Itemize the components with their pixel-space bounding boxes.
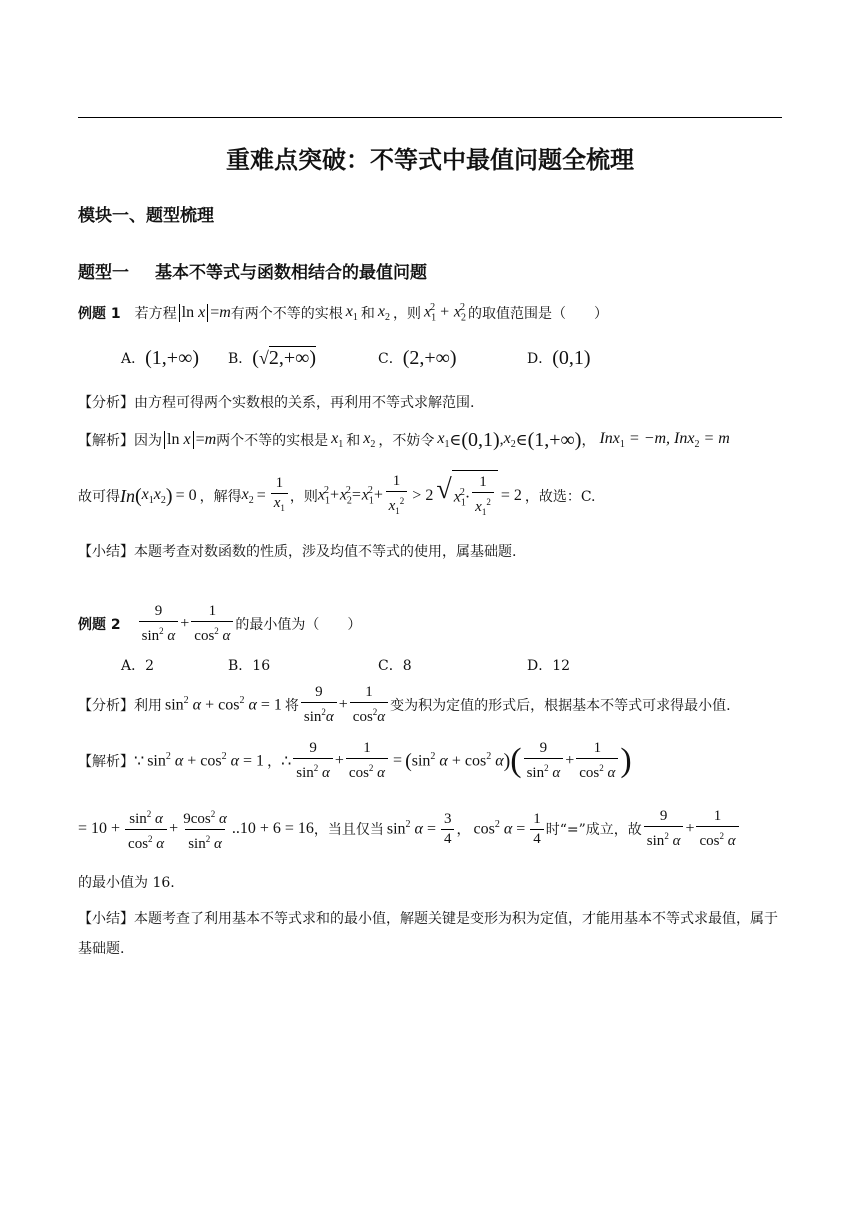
sol-text: 时“=”成立，故 [545,822,642,838]
ex1-q-pre: 若方程 [134,306,177,322]
example2-option-b: B．16 [228,658,271,674]
option-value: (1,+∞) [145,346,199,369]
header-rule [78,117,782,118]
sol-text: 两个不等的实根是 [216,433,329,449]
example2-solution-line2: = 10 + $\frac{\sin^2 \alpha}{\cos^2 \alpha}$ + $\frac{9\cos^2 \alpha}{\sin^2 \alpha}$ ..10 + 6 = 16 ，当且仅当 $\sin^2 \alpha$ = $\frac{3}{4}$ ， $\cos^2 \alpha$ = $\frac{1}{4}$ 时“=”成立，故 $\frac{9}{\sin^2 \alpha}$ + $\frac{1}{\cos^2 \alpha}$ [78,806,741,852]
example1-label: 例题 1 [78,306,121,322]
example1-summary [78,541,516,561]
ex1-q-post: 的取值范围是（ ） [468,306,609,322]
sol-text: 变为积为定值的形式后，根据基本不等式可求得最小值. [390,698,731,714]
option-value: 2,+∞) [268,347,317,369]
sol-text: ，不妨令 [378,433,435,449]
summary-text: 本题考查对数函数的性质，涉及均值不等式的使用，属基础题. [134,544,517,560]
solution-tag: 【解析】 [78,433,134,449]
type-text: 基本不等式与函数相结合的最值问题 [155,263,427,283]
module-heading: 模块一、题型梳理 [78,206,214,226]
analysis-tag: 【分析】 [78,698,134,714]
sol-text: ，当且仅当 [313,822,384,838]
example2-option-c: C．8 [378,658,412,674]
example2-question: 例题 2 $\frac{9}{\sin^2 \alpha}$ + $\frac{1}{\cos^2 \alpha}$ 的最小值为（ ） [78,603,362,644]
option-letter: B． [228,351,253,367]
example1-option-a [121,345,199,371]
example1-option-c [378,345,457,371]
sol-text: 故可得 [78,489,120,505]
example1-option-d [527,345,591,371]
ex1-abs-lnx: ln x [179,304,209,322]
example1-analysis [78,392,474,412]
page-title: 重难点突破：不等式中最值问题全梳理 [226,146,634,174]
ex1-q-mid2: ，则 [393,306,421,322]
summary-tag: 【小结】 [78,911,134,927]
analysis-tag: 【分析】 [78,395,134,411]
sqrt-icon: √ [436,474,452,505]
ex1-q-mid1: 有两个不等的实根 [230,306,343,322]
example2-analysis: 【分析】 利用 $\sin^2 \alpha + \cos^2 \alpha = 1$ 将 $\frac{9}{\sin^2\alpha}$ + $\frac{1}{\cos^2\alpha}$ 变为积为定值的形式后，根据基本不等式可求得最小值. [78,684,731,725]
example2-solution-line1: 【解析】 ∵ $\sin^2 \alpha + \cos^2 \alpha = 1$ ， ∴ $\frac{9}{\sin^2 \alpha}$ + $\frac{1}{\cos^2 \alpha}$ = ( $\sin^2 \alpha + \cos^2 \alpha$ ) ( $\frac{9}{\sin^2 \alpha}$ + $\frac{1}{\cos^2 \alpha}$ ) [78,740,632,781]
option-letter: D． [527,351,553,367]
sol-text: ，故选：C. [524,489,596,505]
example2-label: 例题 2 [78,617,121,633]
type-label: 题型一 [78,263,129,283]
option-value: (2,+∞) [402,346,457,369]
solution-tag: 【解析】 [78,754,134,770]
sol-text: 将 [284,698,299,714]
sol-text: ，解得 [199,489,242,505]
sol-text: ， [456,822,471,838]
sol-text: ， [267,754,282,770]
example2-solution-line3: 的最小值为 16. [78,875,175,891]
sol-text: ，则 [289,489,318,505]
option-letter: A． [121,351,146,367]
summary-tag: 【小结】 [78,544,134,560]
therefore-icon: ∴ [281,753,292,770]
sqrt-icon: √ [258,347,269,368]
summary-text: 本题考查了利用基本不等式求和的最小值，解题关键是变形为积为定值，才能用基本不等式求最值，属于基础题. [78,911,778,957]
ex1-q-and: 和 [360,306,375,322]
type-heading [78,258,427,283]
ex2-q-post: 的最小值为（ ） [235,617,362,633]
because-icon: ∵ [134,753,145,770]
example1-option-b: B． ( √ 2,+∞) [228,346,317,369]
sol-text: 利用 [134,698,162,714]
analysis-text: 由方程可得两个实数根的关系，再利用不等式求解范围. [134,395,475,411]
example2-option-a: A．2 [121,658,155,674]
sol-text: 因为 [134,433,162,449]
option-letter: C． [378,351,403,367]
example2-option-d: D．12 [527,658,571,674]
example1-solution-line1: 【解析】 因为 ln x = m 两个不等的实根是 $x_1$ 和 $x_2$ ，不妨令 $x_1$ ∈ (0,1) , $x_2$ ∈ (1,+∞) ， Inx$_1$ = −m, Inx$_2$ = m [78,428,730,451]
option-value: (0,1) [552,346,591,369]
example1-solution-line2: 故可得 In ( $x_1x_2$ ) = 0 ，解得 $x_2$ = $\frac{1}{x_1}$ ，则 $x_1^2+x_2^2=x_1^2+$ $\frac{1}{x_1^2}$ > 2 √ $x_1^2$ · $\frac{1}{x_1^2}$ = 2 ，故选：C. [78,473,596,519]
sol-text: ， [581,433,596,449]
sol-text: 和 [346,433,361,449]
example2-summary [78,904,782,964]
example1-question: 例题 1 若方程 ln x = m 有两个不等的实根 $x_1$ 和 $x_2$ ，则 $x_1^2 + x_2^2$ 的取值范围是（ ） [78,302,609,324]
